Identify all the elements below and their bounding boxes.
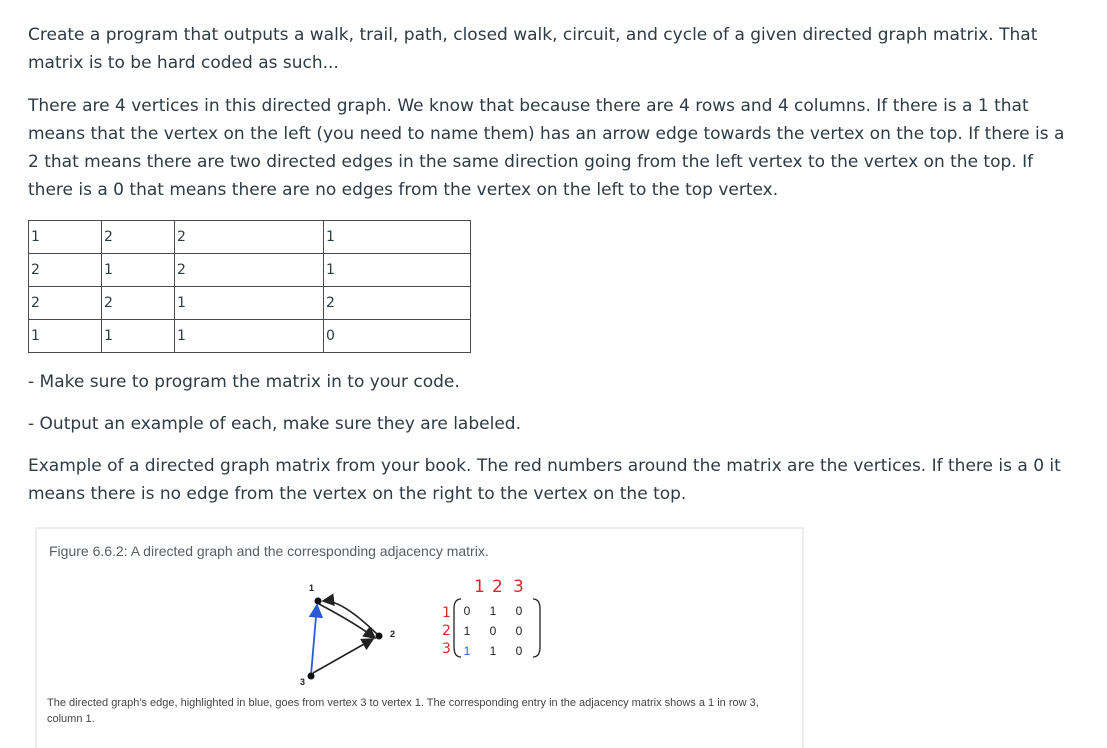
edge-3-to-1-highlighted (311, 605, 317, 675)
adj-matrix-cell: 1 (489, 604, 497, 618)
instructions-paragraph-1: Create a program that outputs a walk, trail, path, closed walk, circuit, and cycle of a given directed graph matrix. That matrix is to be hard coded as such... (28, 25, 1038, 73)
matrix-cell: 1 (102, 254, 175, 287)
matrix-cell: 1 (29, 221, 102, 254)
handwritten-row-label: 3 (442, 641, 451, 657)
matrix-cell: 1 (175, 287, 324, 320)
matrix-cell: 1 (324, 254, 471, 287)
handwritten-row-label: 1 (442, 605, 451, 621)
vertex-1 (315, 598, 322, 605)
handwritten-col-label: 1 (474, 577, 485, 597)
matrix-cell: 1 (29, 320, 102, 353)
matrix-cell: 2 (102, 287, 175, 320)
requirement-bullet-1: - Make sure to program the matrix in to your code. (28, 372, 460, 392)
matrix-cell: 2 (175, 221, 324, 254)
matrix-cell: 1 (324, 221, 471, 254)
instructions-paragraph-2: There are 4 vertices in this directed graph. We know that because there are 4 rows and 4 columns. If there is a 1 that means that the vertex on the left (you need to name them) has an arrow edge towards the vertex on the top. If there is a 2 that means there are two directed edges in the same direction going from the left vertex to the vertex on the top. If there is a 0 that means there are no edges from the vertex on the left to the top vertex. (28, 96, 1065, 200)
matrix-cell: 1 (175, 320, 324, 353)
vertex-3 (308, 673, 315, 680)
matrix-cell: 2 (324, 287, 471, 320)
example-paragraph: Example of a directed graph matrix from your book. The red numbers around the matrix are the vertices. If there is a 0 it means there is no edge from the vertex on the right to the vertex on the top. (28, 456, 1061, 504)
matrix-cell: 2 (102, 221, 175, 254)
adj-matrix-cell-highlighted: 1 (463, 624, 471, 638)
vertex-label-2: 2 (390, 629, 396, 639)
handwritten-row-label: 2 (442, 623, 451, 639)
vertex-label-1: 1 (309, 583, 315, 593)
table-row (29, 320, 471, 353)
adj-matrix-cell: 1 (489, 644, 497, 658)
adj-matrix-cell: 0 (515, 644, 523, 658)
figure-caption: The directed graph's edge, highlighted in blue, goes from vertex 3 to vertex 1. The corresponding entry in the adjacency matrix shows a 1 in row 3, column 1. (47, 697, 759, 725)
adj-matrix-cell-highlighted: 1 (463, 644, 471, 658)
matrix-cell: 1 (102, 320, 175, 353)
vertex-label-3: 3 (300, 677, 306, 687)
edge-2-to-1 (323, 601, 377, 634)
graph-matrix-table (28, 220, 471, 353)
requirement-bullet-2: - Output an example of each, make sure they are labeled. (28, 414, 521, 434)
matrix-cell: 0 (324, 320, 471, 353)
figure-title: Figure 6.6.2: A directed graph and the corresponding adjacency matrix. (49, 543, 489, 559)
adj-matrix-cell: 0 (515, 624, 523, 638)
handwritten-col-label: 2 (492, 577, 503, 597)
adj-matrix-cell: 0 (463, 604, 471, 618)
adj-matrix-cell: 0 (515, 604, 523, 618)
edge-3-to-2 (313, 639, 373, 673)
vertex-2 (376, 633, 383, 640)
figure-panel (35, 527, 804, 748)
adj-matrix-cell: 0 (489, 624, 497, 638)
matrix-cell: 2 (175, 254, 324, 287)
matrix-cell: 2 (29, 287, 102, 320)
table-row (29, 221, 471, 254)
table-row (29, 287, 471, 320)
matrix-cell: 2 (29, 254, 102, 287)
handwritten-col-label: 3 (513, 577, 524, 597)
table-row (29, 254, 471, 287)
